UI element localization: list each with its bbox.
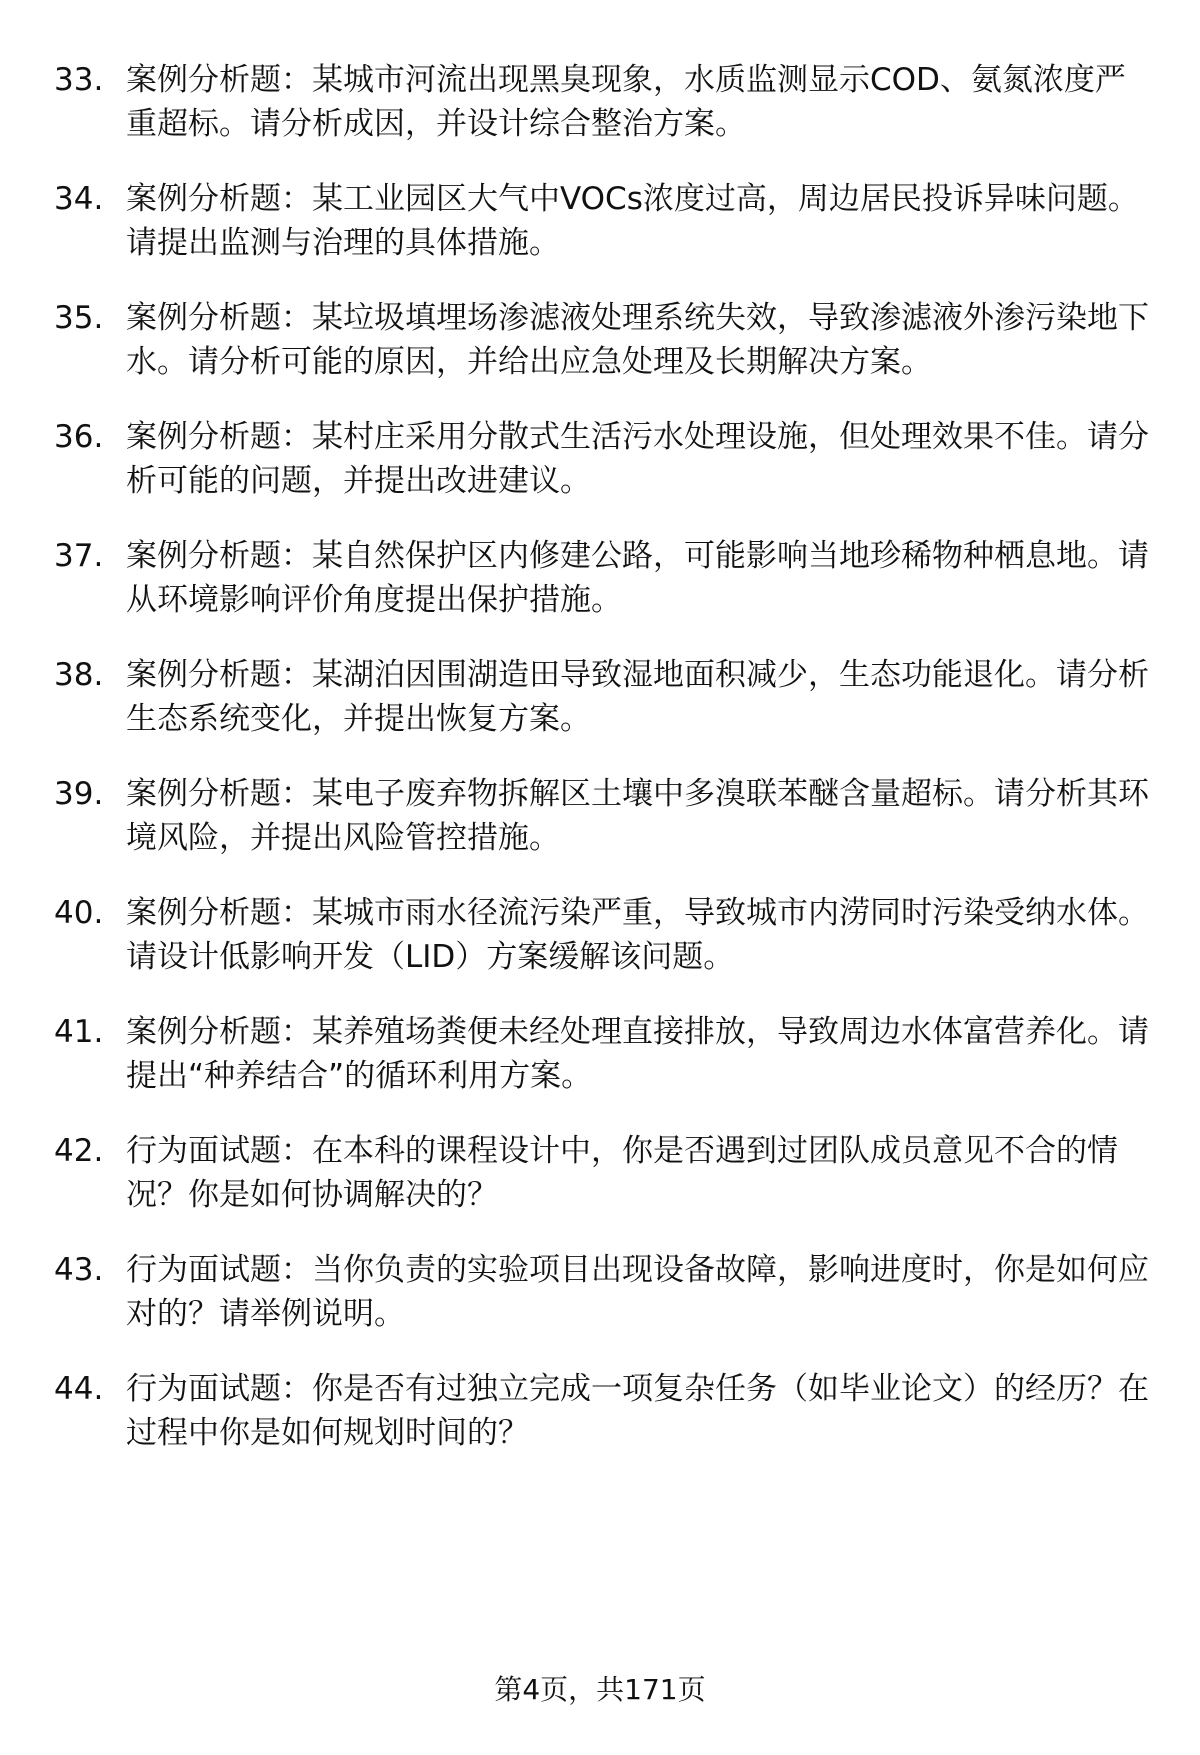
question-number: 41. bbox=[54, 1014, 104, 1050]
question-number: 43. bbox=[54, 1252, 104, 1288]
question-text: 行为面试题：你是否有过独立完成一项复杂任务（如毕业论文）的经历？在过程中你是如何规划时间的？ bbox=[126, 1371, 1149, 1451]
question-text: 行为面试题：当你负责的实验项目出现设备故障，影响进度时，你是如何应对的？请举例说明。 bbox=[126, 1252, 1149, 1332]
question-text: 案例分析题：某自然保护区内修建公路，可能影响当地珍稀物种栖息地。请从环境影响评价角度提出保护措施。 bbox=[126, 538, 1149, 618]
question-number: 37. bbox=[54, 538, 104, 574]
question-list bbox=[54, 58, 1154, 1486]
question-number: 35. bbox=[54, 300, 104, 336]
question-number: 40. bbox=[54, 895, 104, 931]
question-text: 案例分析题：某养殖场粪便未经处理直接排放，导致周边水体富营养化。请提出“种养结合”的循环利用方案。 bbox=[126, 1014, 1149, 1094]
question-text: 案例分析题：某湖泊因围湖造田导致湿地面积减少，生态功能退化。请分析生态系统变化，并提出恢复方案。 bbox=[126, 657, 1149, 737]
question-item bbox=[54, 1248, 1154, 1336]
page-number-footer: 第4页，共171页 bbox=[494, 1673, 706, 1706]
question-number: 38. bbox=[54, 657, 104, 693]
question-text: 案例分析题：某电子废弃物拆解区土壤中多溴联苯醚含量超标。请分析其环境风险，并提出风险管控措施。 bbox=[126, 776, 1149, 856]
question-item bbox=[54, 1367, 1154, 1455]
question-number: 42. bbox=[54, 1133, 104, 1169]
question-item bbox=[54, 1010, 1154, 1098]
question-number: 33. bbox=[54, 62, 104, 98]
question-item bbox=[54, 415, 1154, 503]
question-text: 案例分析题：某城市河流出现黑臭现象，水质监测显示COD、氨氮浓度严重超标。请分析成因，并设计综合整治方案。 bbox=[126, 62, 1126, 142]
question-item bbox=[54, 653, 1154, 741]
question-number: 44. bbox=[54, 1371, 104, 1407]
question-number: 36. bbox=[54, 419, 104, 455]
question-text: 案例分析题：某城市雨水径流污染严重，导致城市内涝同时污染受纳水体。请设计低影响开发（LID）方案缓解该问题。 bbox=[126, 895, 1149, 975]
question-item bbox=[54, 58, 1154, 146]
question-text: 行为面试题：在本科的课程设计中，你是否遇到过团队成员意见不合的情况？你是如何协调解决的？ bbox=[126, 1133, 1118, 1213]
question-text: 案例分析题：某工业园区大气中VOCs浓度过高，周边居民投诉异味问题。请提出监测与治理的具体措施。 bbox=[126, 181, 1139, 261]
question-item bbox=[54, 772, 1154, 860]
question-text: 案例分析题：某村庄采用分散式生活污水处理设施，但处理效果不佳。请分析可能的问题，并提出改进建议。 bbox=[126, 419, 1149, 499]
question-number: 39. bbox=[54, 776, 104, 812]
question-number: 34. bbox=[54, 181, 104, 217]
question-item bbox=[54, 534, 1154, 622]
question-item bbox=[54, 891, 1154, 979]
question-item bbox=[54, 1129, 1154, 1217]
question-item bbox=[54, 177, 1154, 265]
question-text: 案例分析题：某垃圾填埋场渗滤液处理系统失效，导致渗滤液外渗污染地下水。请分析可能的原因，并给出应急处理及长期解决方案。 bbox=[126, 300, 1149, 380]
question-item bbox=[54, 296, 1154, 384]
